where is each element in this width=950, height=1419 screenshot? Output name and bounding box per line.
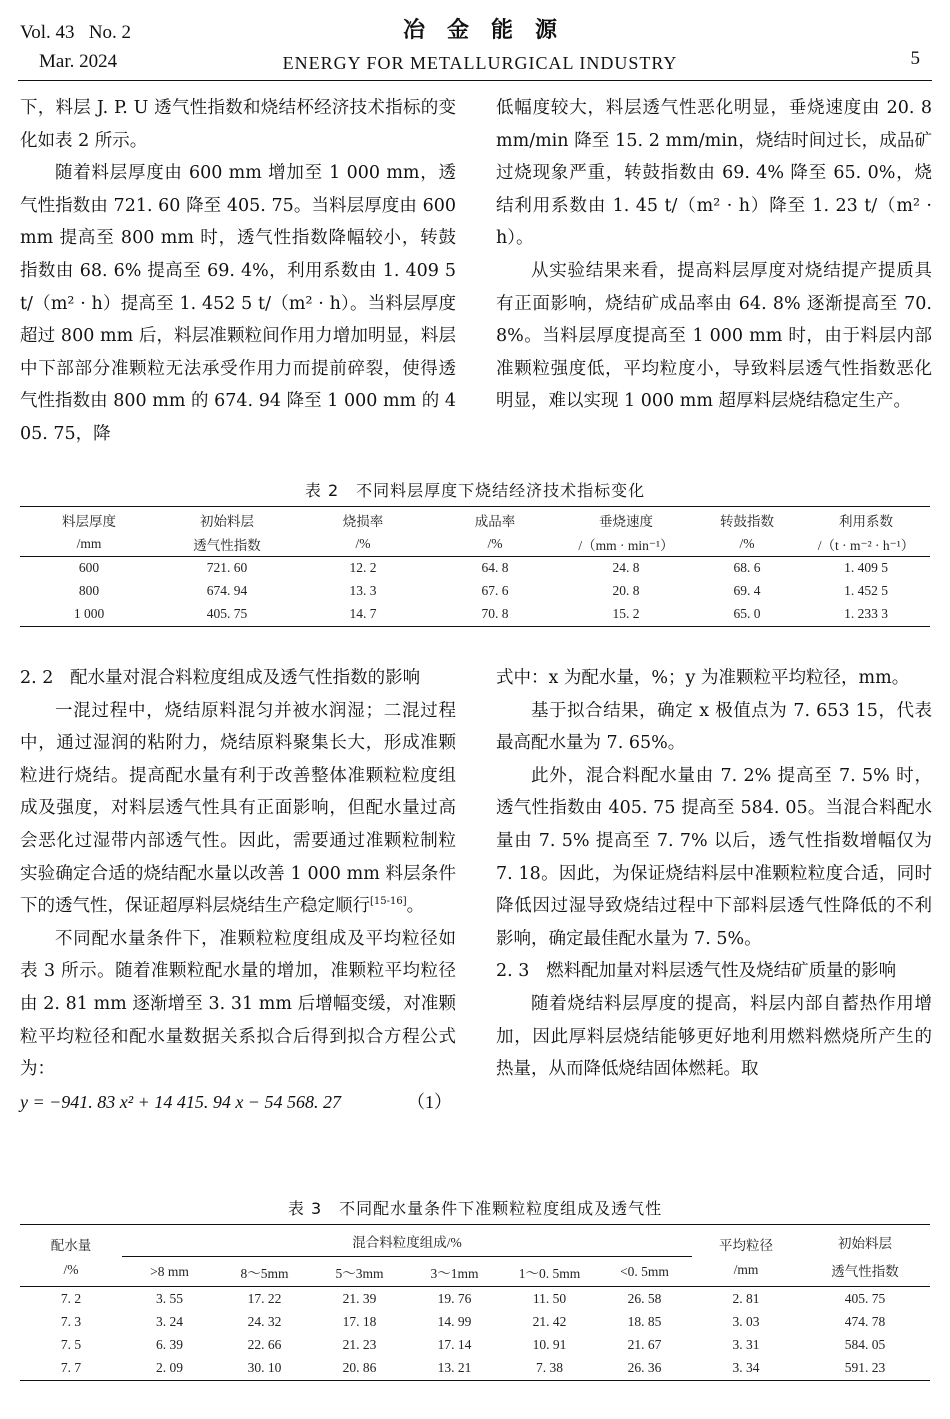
right-column-bottom bbox=[496, 662, 932, 1086]
issue-date: Mar. 2024 bbox=[39, 51, 118, 72]
table-group-header: 混合料粒度组成/% bbox=[122, 1225, 692, 1257]
table-cell: 405. 75 bbox=[158, 603, 296, 627]
table-cell: 6. 39 bbox=[156, 1337, 183, 1352]
paragraph bbox=[20, 695, 456, 923]
table-cell: 21. 67 bbox=[627, 1337, 662, 1352]
paragraph: 随着烧结料层厚度的提高，料层内部自蓄热作用增加，因此厚料层烧结能够更好地利用燃料燃烧所产生的热量，从而降低烧结固体燃耗。取 bbox=[496, 993, 932, 1080]
header-line: 平均粒径 bbox=[719, 1237, 773, 1253]
journal-title-en: ENERGY FOR METALLURGICAL INDUSTRY bbox=[282, 53, 678, 73]
table-cell: 69. 4 bbox=[733, 583, 761, 598]
table-cell: 67. 6 bbox=[481, 583, 509, 598]
left-column-top bbox=[20, 92, 456, 451]
table-cell: 21. 42 bbox=[532, 1314, 567, 1329]
table-cell: 17. 22 bbox=[217, 1287, 312, 1311]
section-number: 2. 2 bbox=[20, 668, 54, 688]
table-cell: 721. 60 bbox=[158, 557, 296, 580]
table-cell: 1. 409 5 bbox=[802, 557, 930, 580]
table-cell: 11. 50 bbox=[502, 1287, 597, 1311]
table-header bbox=[800, 1225, 930, 1287]
table-header-row bbox=[20, 533, 930, 557]
journal-title-cn: 冶金能源 bbox=[402, 18, 579, 43]
paragraph: 下，料层 J. P. U 透气性指数和烧结杯经济技术指标的变化如表 2 所示。 bbox=[20, 98, 456, 151]
header-divider bbox=[18, 80, 932, 81]
table-cell: 18. 85 bbox=[627, 1314, 662, 1329]
table-row bbox=[20, 603, 930, 627]
table-cell: 65. 0 bbox=[692, 603, 802, 627]
table-header-unit: /（mm · min⁻¹） bbox=[578, 538, 674, 554]
header-line: 初始料层 bbox=[838, 1235, 892, 1251]
table-subheader: 8～5mm bbox=[240, 1265, 289, 1281]
left-column-bottom bbox=[20, 662, 456, 1118]
table-cell: 600 bbox=[20, 557, 158, 580]
section-title: 配水量对混合料粒度组成及透气性指数的影响 bbox=[70, 668, 421, 688]
table-cell: 12. 2 bbox=[296, 557, 430, 580]
table-header-unit: /mm bbox=[76, 536, 102, 552]
table-cell: 10. 91 bbox=[532, 1337, 567, 1352]
table-header: 成品率 bbox=[430, 507, 560, 533]
table-cell: 7. 2 bbox=[20, 1287, 122, 1311]
table-cell: 13. 21 bbox=[407, 1357, 502, 1381]
table-header: 烧损率 bbox=[296, 507, 430, 533]
citation: [15-16] bbox=[370, 896, 407, 908]
table-subheader: >8 mm bbox=[150, 1263, 189, 1279]
table-cell: 26. 58 bbox=[597, 1287, 692, 1311]
table-cell: 14. 7 bbox=[296, 603, 430, 627]
section-heading bbox=[20, 662, 456, 695]
equation-body: y = −941. 83 x² + 14 415. 94 x − 54 568. 27 bbox=[20, 1091, 341, 1112]
table3-caption: 表 3 不同配水量条件下准颗粒粒度组成及透气性 bbox=[287, 1199, 663, 1218]
table-header-row bbox=[20, 1225, 930, 1257]
table-cell: 7. 7 bbox=[20, 1357, 122, 1381]
table-cell: 70. 8 bbox=[430, 603, 560, 627]
table-cell: 674. 94 bbox=[206, 583, 248, 598]
table-cell: 24. 32 bbox=[247, 1314, 282, 1329]
table-cell: 14. 99 bbox=[437, 1314, 472, 1329]
table-cell: 21. 23 bbox=[342, 1337, 377, 1352]
table-header-unit: /% bbox=[739, 536, 755, 552]
header-line: /mm bbox=[733, 1261, 759, 1277]
table-row bbox=[20, 1357, 930, 1381]
table-cell: 800 bbox=[78, 583, 100, 598]
paragraph-text: 。 bbox=[406, 896, 425, 917]
table-cell: 405. 75 bbox=[800, 1287, 930, 1311]
paragraph: 基于拟合结果，确定 x 极值点为 7. 653 15，代表最高配水量为 7. 65%。 bbox=[496, 700, 932, 754]
table-cell: 7. 38 bbox=[502, 1357, 597, 1381]
table-header: 利用系数 bbox=[802, 507, 930, 533]
paragraph: 不同配水量条件下，准颗粒粒度组成及平均粒径如表 3 所示。随着准颗粒配水量的增加，准颗粒平均粒径由 2. 81 mm 逐渐增至 3. 31 mm 后增幅变缓，对准颗粒平均粒径和配水量数据关系拟合后得到拟合方程公式为： bbox=[20, 928, 456, 1080]
table-cell: 26. 36 bbox=[597, 1357, 692, 1381]
table-header bbox=[20, 1225, 122, 1287]
table-row bbox=[20, 1311, 930, 1334]
table-cell: 7. 5 bbox=[60, 1337, 82, 1352]
header-line: /% bbox=[63, 1261, 79, 1277]
table-header: 转鼓指数 bbox=[692, 507, 802, 533]
issue-number: No. 2 bbox=[88, 22, 132, 43]
table-cell: 19. 76 bbox=[407, 1287, 502, 1311]
table-cell: 1. 452 5 bbox=[844, 583, 888, 598]
table-header-row bbox=[20, 507, 930, 533]
table-header-unit: /（t · m⁻² · h⁻¹） bbox=[817, 538, 915, 554]
section-title: 燃料配加量对料层透气性及烧结矿质量的影响 bbox=[546, 961, 897, 982]
header-line: 配水量 bbox=[50, 1237, 92, 1253]
right-column-top bbox=[496, 92, 932, 418]
table-cell: 474. 78 bbox=[844, 1314, 886, 1329]
paragraph: 式中：x 为配水量，%；y 为准颗粒平均粒径，mm。 bbox=[496, 668, 910, 688]
table-cell: 17. 18 bbox=[342, 1314, 377, 1329]
table-header: 料层厚度 bbox=[20, 507, 158, 533]
table-cell: 3. 55 bbox=[122, 1287, 217, 1311]
table-cell: 64. 8 bbox=[430, 557, 560, 580]
paragraph-text: 一混过程中，烧结原料混匀并被水润湿；二混过程中，通过湿润的粘附力，烧结原料聚集长大，形成准颗粒进行烧结。提高配水量有利于改善整体准颗粒粒度组成及强度，对料层透气性具有正面影响，但配水量过高会恶化过湿带内部透气性。因此，需要通过准颗粒制粒实验确定合适的烧结配水量以改善 1 000 mm 料层条件下的透气性，保证超厚料层烧结生产稳定顺行 bbox=[20, 700, 456, 917]
volume: Vol. 43 bbox=[20, 22, 75, 43]
issue-info bbox=[20, 18, 131, 76]
table-header bbox=[692, 1225, 800, 1287]
table-cell: 30. 10 bbox=[217, 1357, 312, 1381]
table-cell: 1. 233 3 bbox=[802, 603, 930, 627]
page-number: 5 bbox=[910, 48, 920, 69]
table-header-unit: /% bbox=[355, 536, 371, 552]
table-cell: 584. 05 bbox=[844, 1337, 886, 1352]
table-subheader: 1～0. 5mm bbox=[518, 1265, 581, 1281]
header-line: 透气性指数 bbox=[831, 1263, 899, 1279]
table-cell: 1 000 bbox=[20, 603, 158, 627]
table-subheader: <0. 5mm bbox=[620, 1263, 669, 1279]
paragraph: 从实验结果来看，提高料层厚度对烧结提产提质具有正面影响，烧结矿成品率由 64. 8% 逐渐提高至 70. 8%。当料层厚度提高至 1 000 mm 时，由于料层内部准颗粒强度低，平均粒度小，导致料层透气性指数恶化明显，难以实现 1 000 mm 超厚料层烧结稳定生产。 bbox=[496, 260, 932, 412]
table-cell: 17. 14 bbox=[437, 1337, 472, 1352]
paragraph: 此外，混合料配水量由 7. 2% 提高至 7. 5% 时，透气性指数由 405. 75 提高至 584. 05。当混合料配水量由 7. 5% 提高至 7. 7% 以后，透气性指数增幅仅为 7. 18。因此，为保证烧结料层中准颗粒粒度合适，同时降低因过湿导致烧结过程中下部料层透气性降低的不利影响，确定最佳配水量为 7. 5%。 bbox=[496, 765, 932, 949]
table-cell: 68. 6 bbox=[692, 557, 802, 580]
journal-title bbox=[200, 14, 760, 75]
table-cell: 13. 3 bbox=[349, 583, 377, 598]
paragraph: 低幅度较大，料层透气性恶化明显，垂烧速度由 20. 8 mm/min 降至 15. 2 mm/min，烧结时间过长，成品矿过烧现象严重，转鼓指数由 69. 4% 降至 65. 0%，烧结利用系数由 1. 45 t/（m² · h）降至 1. 23 t/（m² · h）。 bbox=[496, 98, 932, 249]
table2 bbox=[20, 506, 930, 627]
table-row bbox=[20, 1334, 930, 1357]
table-header-unit: 透气性指数 bbox=[193, 538, 261, 554]
table-cell: 21. 39 bbox=[312, 1287, 407, 1311]
equation-number: （1） bbox=[407, 1091, 452, 1112]
section-heading bbox=[496, 955, 932, 988]
table2-caption: 表 2 不同料层厚度下烧结经济技术指标变化 bbox=[304, 481, 646, 500]
paragraph: 随着料层厚度由 600 mm 增加至 1 000 mm，透气性指数由 721. 60 降至 405. 75。当料层厚度由 600 mm 提高至 800 mm 时，透气性指数降幅较小，转鼓指数由 68. 6% 提高至 69. 4%，利用系数由 1. 409 5 t/（m² · h）提高至 1. 452 5 t/（m² · h）。当料层厚度超过 800 mm 后，料层准颗粒间作用力增加明显，料层中下部部分准颗粒无法承受作用力而提前碎裂，使得透气性指数由 800 mm 的 674. 94 降至 1 000 mm 的 405. 75，降 bbox=[20, 163, 456, 444]
table-cell: 20. 8 bbox=[612, 583, 640, 598]
table-cell: 3. 24 bbox=[156, 1314, 183, 1329]
table-cell: 22. 66 bbox=[247, 1337, 282, 1352]
table-cell: 15. 2 bbox=[560, 603, 692, 627]
equation bbox=[20, 1086, 456, 1119]
table3 bbox=[20, 1224, 930, 1381]
table-row bbox=[20, 1287, 930, 1311]
table-subheader: 3～1mm bbox=[430, 1265, 479, 1281]
table-cell: 2. 09 bbox=[122, 1357, 217, 1381]
table-subheader: 5～3mm bbox=[335, 1265, 384, 1281]
table-cell: 20. 86 bbox=[312, 1357, 407, 1381]
table-header: 初始料层 bbox=[158, 507, 296, 533]
table-row bbox=[20, 557, 930, 580]
table-cell: 3. 31 bbox=[732, 1337, 760, 1352]
table-header-unit: /% bbox=[487, 536, 503, 552]
table-cell: 7. 3 bbox=[60, 1314, 82, 1329]
table-cell: 591. 23 bbox=[800, 1357, 930, 1381]
table-cell: 24. 8 bbox=[560, 557, 692, 580]
table-cell: 3. 34 bbox=[692, 1357, 800, 1381]
table-row bbox=[20, 580, 930, 603]
section-number: 2. 3 bbox=[496, 961, 530, 982]
table-cell: 3. 03 bbox=[732, 1314, 760, 1329]
table-header: 垂烧速度 bbox=[560, 507, 692, 533]
table-cell: 2. 81 bbox=[692, 1287, 800, 1311]
